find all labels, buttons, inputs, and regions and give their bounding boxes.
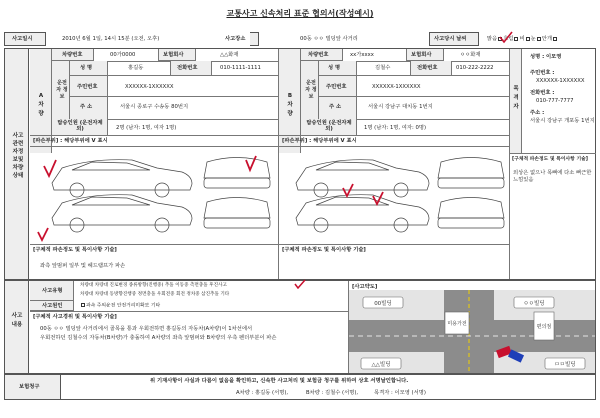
place-value: 00동 ㅇㅇ 빌딩앞 사거리: [300, 36, 358, 42]
sign-a: A차량 : 홍길동 (서명),: [236, 390, 289, 396]
sketch-label-4: 편의점: [536, 324, 552, 330]
b-plate-value: xx가xxxx: [350, 52, 374, 58]
a-plate-value: 00가0000: [110, 52, 136, 58]
b-insurer-label: 보험회사: [411, 52, 432, 58]
a-damage-label: [파손부위] : 해당부위에 V 표시: [33, 138, 108, 144]
datetime-value: 2010년 6월 1일, 14시 15분 (오전, 오후): [62, 36, 160, 42]
a-detail-value: 좌측 앞범퍼 일부 및 헤드램프가 파손: [40, 263, 126, 269]
driver-section-label: 사고관련자정보및차량상태: [12, 133, 24, 179]
a-insurer-value: △△화재: [220, 52, 239, 58]
witness-addr-label: 주소 :: [530, 110, 545, 116]
diagram-label: [사고약도]: [352, 284, 378, 290]
a-name-value: 홍길동: [128, 65, 144, 71]
vehicle-b-label: B 차량: [287, 93, 293, 117]
b-addr-value: 서울시 강남구 대치동 1번지: [368, 104, 433, 110]
witness-rrn-label: 주민번호 :: [530, 70, 555, 76]
witness-phone-label: 전화번호 :: [530, 90, 555, 96]
sketch-label-3: 미용가전: [447, 321, 467, 327]
a-insurer-label: 보험회사: [163, 52, 184, 58]
a-rrn-value: XXXXXX-1XXXXXX: [125, 84, 174, 90]
a-rrn-label: 주민번호: [77, 84, 98, 90]
a-driver-label: 운전자 정보: [56, 80, 68, 100]
accident-sketch: [349, 290, 595, 373]
vehicle-a-label: A 차량: [38, 93, 44, 117]
accident-type-row-1: 차량대 차량대 진로변경 종류방향(진행중) 추돌 이동중 측면충돌 후진사고: [80, 283, 227, 288]
b-plate-label: 차량번호: [308, 52, 329, 58]
weather-options: 맑음 흐림 비 눈 안개: [487, 36, 558, 42]
b-driver-label: 운전자 정보: [305, 80, 317, 100]
a-detail-label: [구체적 파손정도 및 특이사항 기술]: [33, 247, 117, 253]
b-phone-value: 010-222-2222: [456, 65, 494, 71]
b-insurer-value: ㅇㅇ화재: [460, 52, 481, 58]
a-passengers-value: 2명 (남자: 1명, 여자 1명): [116, 125, 177, 131]
page-title: 교통사고 신속처리 표준 협의서(작성예시): [226, 9, 374, 18]
place-label: 사고장소: [225, 36, 246, 42]
witness-detail-value: 외상은 없으나 목뼈에 다소 뻐근한 느낌있음: [513, 170, 592, 184]
b-rrn-label: 주민번호: [326, 84, 347, 90]
witness-label: 목격자: [513, 86, 519, 110]
a-passengers-label: 탑승인원 (운전자제외): [57, 120, 103, 132]
sketch-label-2: ㅇㅇ빌딩: [523, 301, 545, 307]
accident-detail-line-1: 00동 ㅇㅇ 빌딩앞 사거리에서 골목을 통과 우회전하면 홍길동의 자동차(A차량)이 1차선에서: [40, 326, 253, 332]
accident-type-label: 사고유형: [42, 288, 63, 294]
b-name-value: 김철수: [375, 65, 391, 71]
sketch-label-5: △△빌딩: [371, 362, 391, 368]
insurance-label: 보험청구: [19, 384, 40, 390]
accident-cause-row: 과속 주의운전 안전거리미확보 기타: [80, 303, 160, 309]
witness-addr-value: 서울시 강남구 개포동 1번지: [530, 118, 595, 124]
datetime-label: 사고일시: [12, 36, 33, 42]
sign-b: B차량 : 김철수 (서명),: [306, 390, 359, 396]
b-phone-label: 전화번호: [417, 65, 438, 71]
a-car-diagram: [32, 148, 276, 242]
a-plate-label: 차량번호: [62, 52, 83, 58]
footer-statement: 위 기재사항이 사실과 다름이 없음을 확인하고, 신속한 사고처리 및 보험금 청구를 위하여 상호 서명날인합니다.: [150, 378, 409, 384]
b-name-label: 성 명: [328, 65, 341, 71]
a-phone-label: 전화번호: [177, 65, 198, 71]
a-addr-label: 주 소: [80, 104, 93, 110]
accident-type-check-mark: [294, 279, 306, 289]
witness-phone-value: 010-777-7777: [536, 98, 574, 104]
b-damage-label: [파손부위] : 해당부위에 V 표시: [282, 138, 357, 144]
b-car-diagram: [281, 148, 507, 242]
a-name-label: 성 명: [80, 65, 93, 71]
accident-section-label: 사고내용: [11, 313, 23, 328]
accident-detail-label: [구체적 사고경위 및 특이사항 기술]: [33, 314, 117, 320]
witness-rrn-value: XXXXXX-1XXXXXX: [536, 78, 585, 84]
a-phone-value: 010-1111-1111: [220, 65, 261, 71]
b-rrn-value: XXXXXX-1XXXXXX: [372, 84, 421, 90]
accident-cause-label: 사고원인: [42, 303, 63, 309]
accident-type-row-2: 차량대 차량대 동방향진행중 정면충돌 우회전중 회전 정차중 삼진추돌 기타: [80, 292, 230, 297]
weather-check-mark: [498, 30, 514, 44]
b-passengers-value: 1명 (남자: 1명, 여자: 0명): [364, 125, 427, 131]
witness-name: 성명 : 이모영: [530, 54, 562, 60]
a-addr-value: 서울시 종로구 수송동 80번지: [120, 104, 189, 110]
witness-detail-label: [구체적 파손정도 및 특이사항 기술]: [512, 157, 588, 162]
accident-detail-line-2: 우회전하던 김철수의 자동차(B차량)가 충돌하여 A차량의 좌측 앞범퍼와 B차량의 우측 펜더부분이 파손: [40, 335, 277, 341]
sketch-label-6: ㅁㅁ빌딩: [554, 362, 576, 368]
weather-label: 사고당시 날씨: [434, 36, 467, 42]
sign-witness: 목격자 : 이모영 (서명): [374, 390, 426, 396]
sketch-label-1: 00빌딩: [374, 301, 392, 307]
b-addr-label: 주 소: [329, 104, 342, 110]
b-detail-label: [구체적 파손정도 및 특이사항 기술]: [282, 247, 366, 253]
b-passengers-label: 탑승인원 (운전자제외): [306, 120, 352, 132]
